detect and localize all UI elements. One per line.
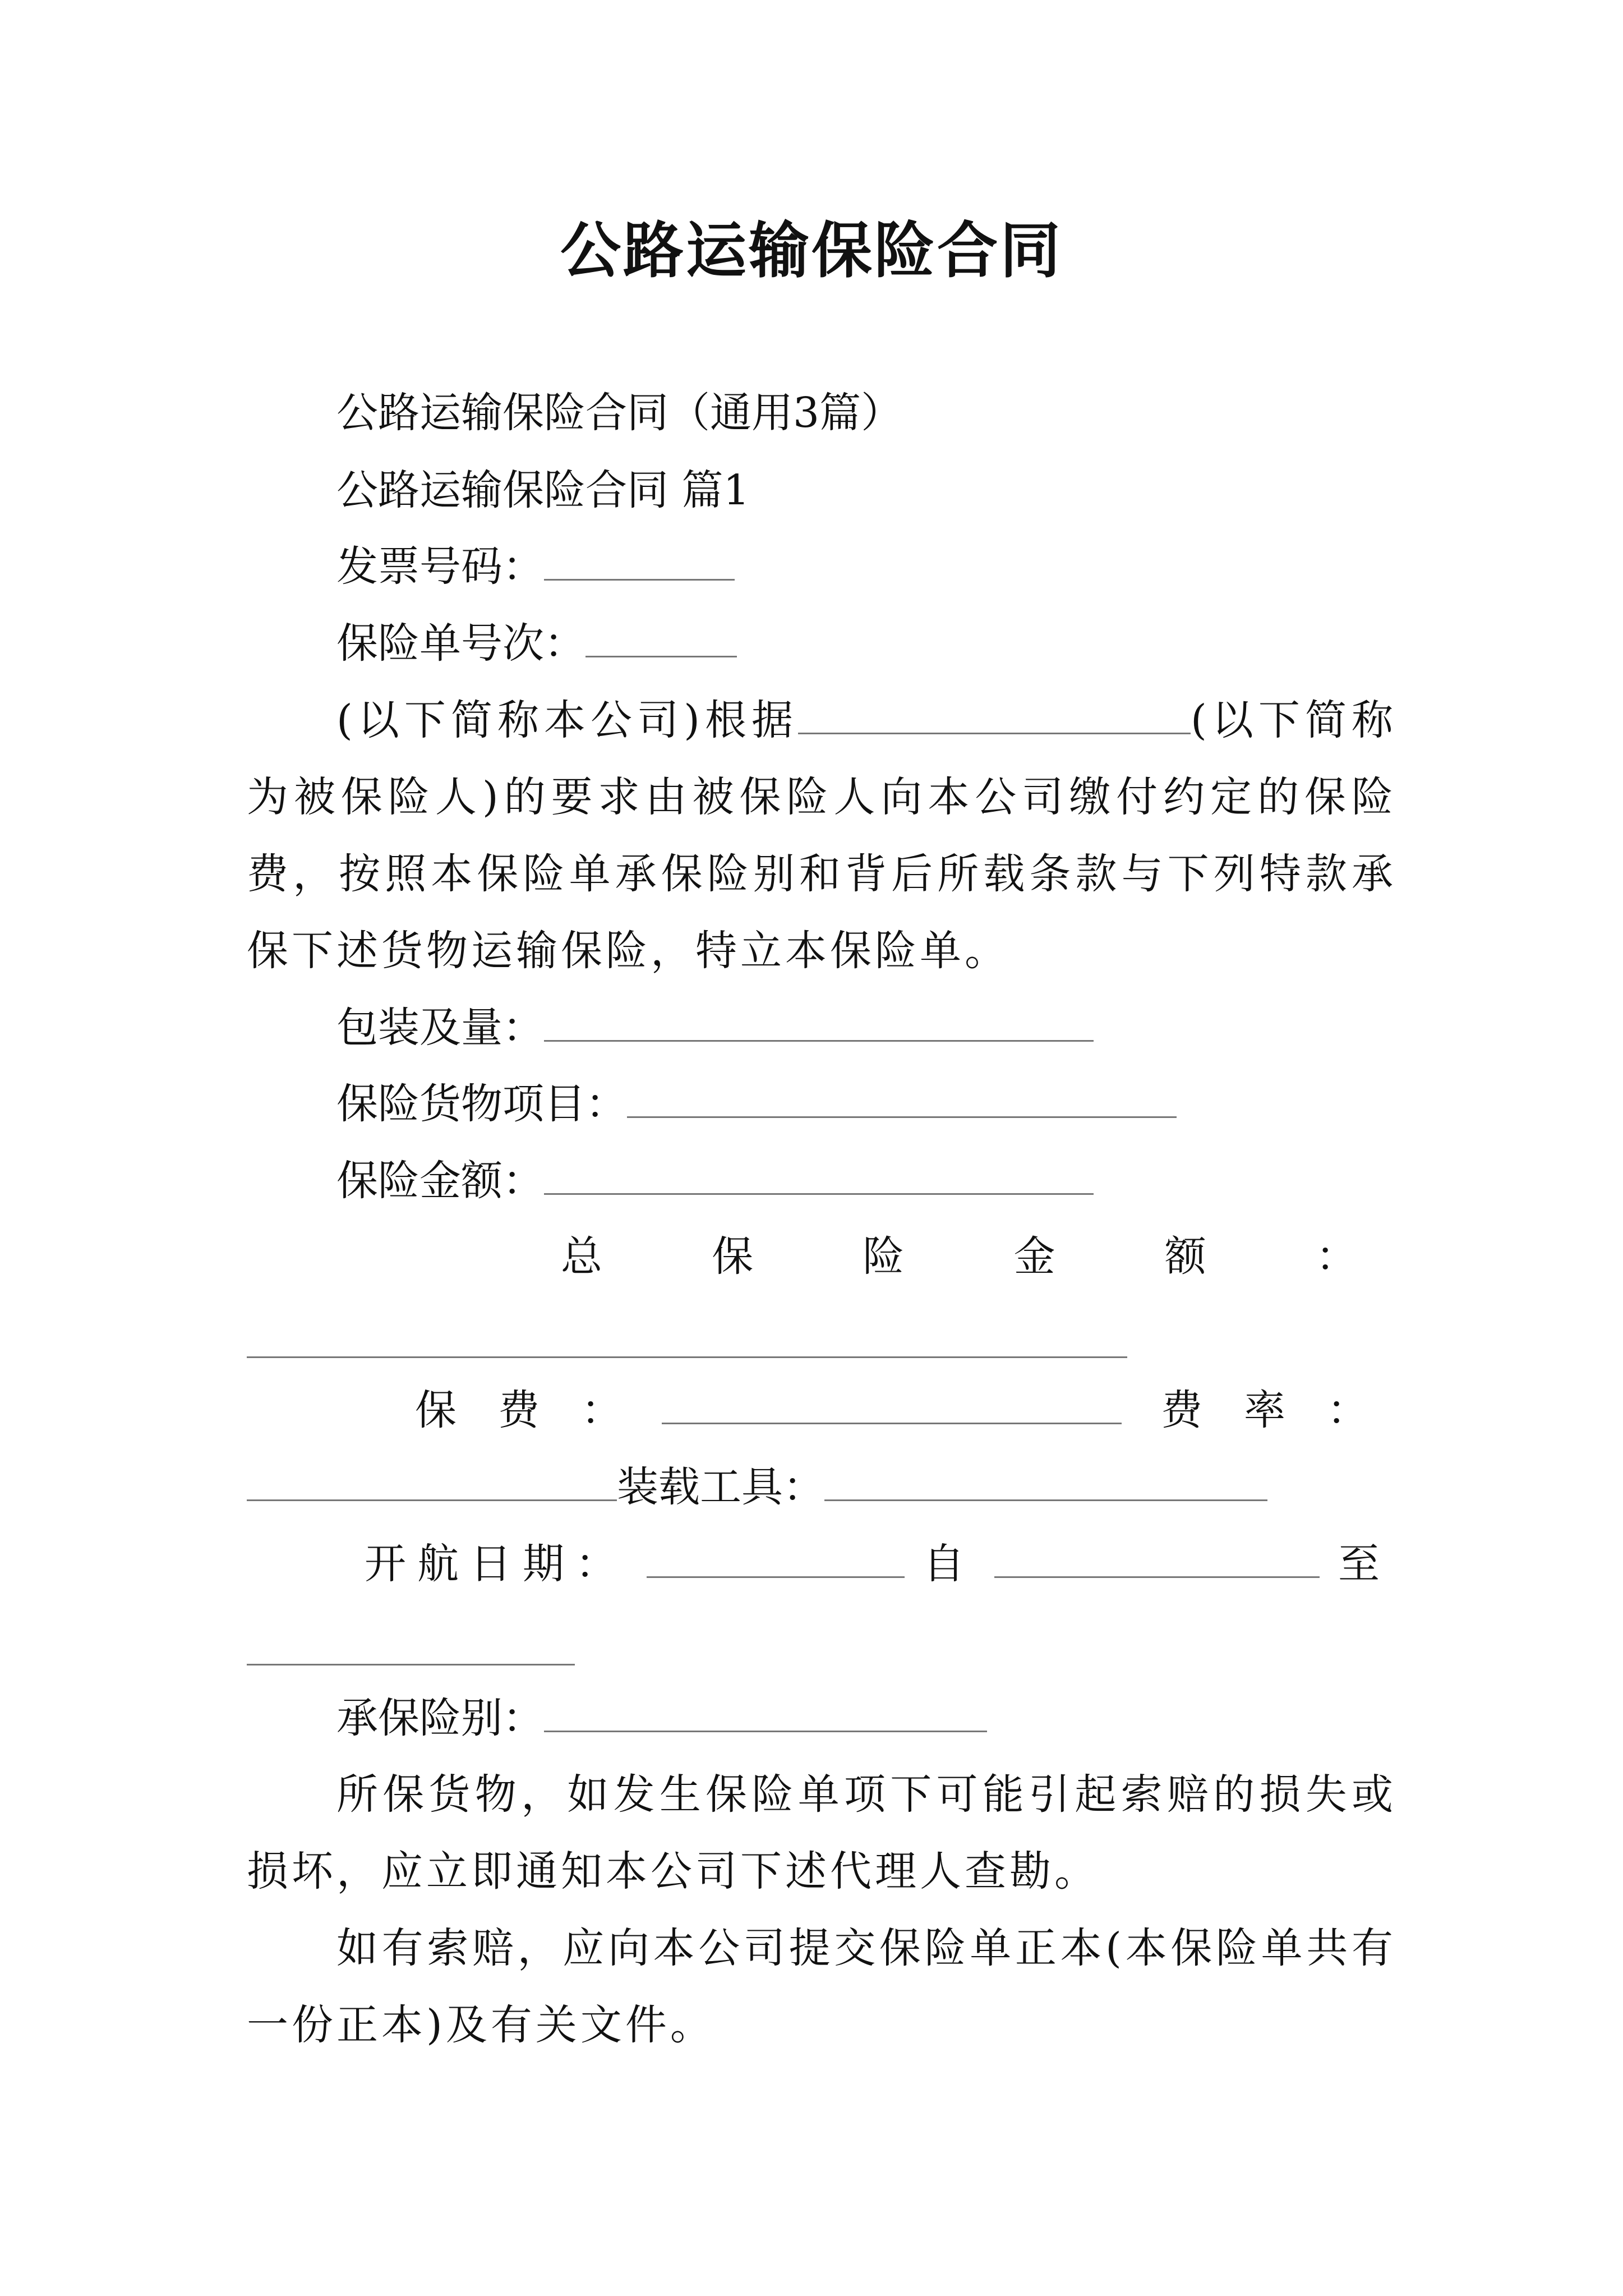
total-amount-char: 险 [863,1232,905,1281]
total-amount-blank [247,1356,1127,1358]
amount-blank [544,1156,1094,1195]
policy-number-label: 保险单号次： [336,619,585,668]
from-label: 自 [923,1540,976,1588]
total-amount-char: 总 [561,1232,602,1281]
amount-label: 保险金额： [336,1157,544,1205]
from-blank [994,1539,1320,1578]
goods-label: 保险货物项目： [336,1080,627,1128]
intro-paragraph [247,682,1396,990]
sailing-date-blank [647,1539,905,1578]
premium-rate-line [415,1372,1368,1449]
invoice-number-line [336,528,1396,605]
insurer-blank [798,695,1191,734]
to-blank [247,1664,575,1665]
invoice-number-label: 发票号码： [336,542,544,591]
policy-number-line [336,605,1396,682]
to-label: 至 [1338,1540,1391,1588]
policy-number-blank [585,618,737,657]
intro-text-part1: (以下简称本公司)根据 [336,696,799,744]
sailing-date-line [365,1526,1391,1603]
notice-paragraph: 所保货物，如发生保险单项下可能引起索赔的损失或损坏，应立即通知本公司下述代理人查勘。 [247,1770,1396,1895]
packing-line [336,990,1396,1066]
total-amount-char: 金 [1013,1232,1055,1281]
document-subtitle: 公路运输保险合同（通用3篇） [336,389,903,437]
vehicle-label: 装载工具： [617,1463,824,1511]
premium-blank [662,1385,1122,1424]
document-title: 公路运输保险合同 [560,216,1063,286]
premium-label: 保 费 ： [415,1386,623,1434]
total-amount-char: 保 [712,1232,754,1281]
total-amount-char: 额 [1164,1232,1206,1281]
total-amount-char: ： [1315,1232,1357,1281]
intro-text-part2: (以下简称为被保险人)的要求由被保险人向本公司缴付约定的保险费，按照本保险单承保险别和背后所载条款与下列特款承保下述货物运输保险，特立本保险单。 [247,696,1396,975]
sailing-date-label: 开航日期： [365,1540,628,1588]
coverage-label: 承保险别： [336,1694,544,1742]
invoice-number-blank [544,541,735,581]
total-amount-line [561,1218,1357,1295]
vehicle-blank [824,1462,1267,1501]
packing-blank [544,1002,1094,1042]
section-heading: 公路运输保险合同 篇1 [336,466,750,514]
goods-blank [627,1079,1177,1118]
goods-line [336,1066,1396,1143]
packing-label: 包装及量： [336,1004,544,1052]
claim-paragraph: 如有索赔，应向本公司提交保险单正本(本保险单共有一份正本)及有关文件。 [247,1924,1396,2049]
rate-blank [247,1462,617,1501]
vehicle-line [247,1449,1396,1526]
rate-label: 费 率 ： [1161,1386,1368,1434]
coverage-blank [544,1693,987,1732]
coverage-line [336,1680,1396,1757]
amount-line [336,1143,1396,1220]
